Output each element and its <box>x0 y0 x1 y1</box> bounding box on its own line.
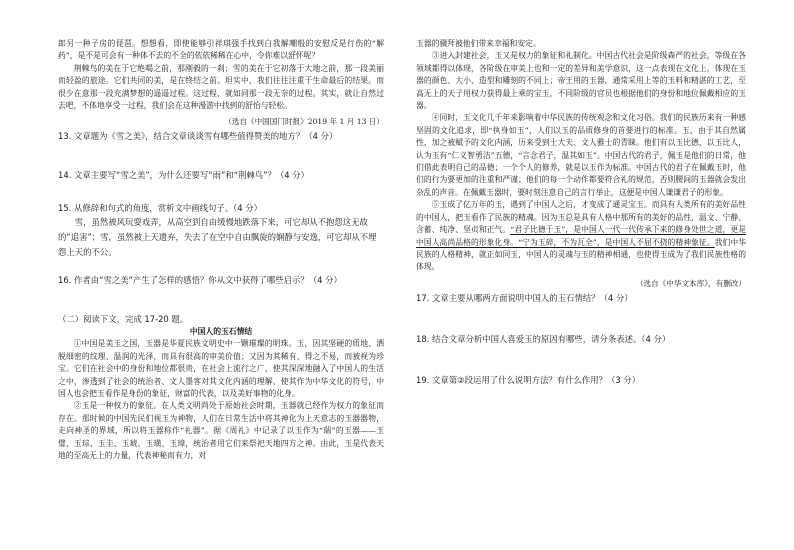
right-column <box>416 38 746 387</box>
question-18: 18. 结合文章分析中国人喜爱玉的原因有哪些，请分条表述。（4 分） <box>416 333 671 344</box>
paragraph-5-underlined-quote: “君子比德于玉”，是中国人一代一代传承下来的修身处世之道，更是中国人高尚品格的形象化身。 <box>416 225 746 247</box>
left-column <box>58 38 384 463</box>
paragraph-5-underlined-saying: “宁为玉碎，不为瓦全”，是中国人不屈不挠的精神象征。 <box>518 237 715 247</box>
poem-tail: 郎另一种子房的琵琶。想想看，即使能够引祥琪强手找到白我解嘲般的安慰反是行伤的“解药”，是不是可会有一种体不去的不全的依依稀稀在心中，令你难以舒怀呢？ <box>58 39 384 61</box>
question-16: 16. 作者由“雪之美”产生了怎样的感悟？你从文中获得了哪些启示？（4 分） <box>58 275 342 286</box>
article-paragraph-3: ③进入封建社会，玉又是权力的象征和礼制化。中国古代社会是阶级森严的社会，等级在各领域都得以体现，各阶级在审美上也和一定的差异和美学意识，这一点表现在文化上，体现在玉器的颜色、大小、造型和雕刻的不同上；帝王用的玉器，通常采用上等的玉料和精湛的工艺，至高无上的天子用权力获得最上乘的宝玉，不同阶级的官员也根据他们的身份和地位佩戴相应的玉器。 <box>416 51 746 111</box>
article-title: 中国人的玉石情结 <box>189 327 253 337</box>
answer-space-16[interactable] <box>58 287 384 313</box>
question-15-quote: 雪，虽然被风玩耍戏弄，从高空到自由缓慢地跌落下来，可它却从不抱怨这无故的“追害”；雪，虽然被上天遗弃，失去了在空中自由飘旋的娴静与安逸，可它却从不埋怨上天的不公。 <box>58 217 377 258</box>
poem-paragraph: 荆棘鸟的美在于它绝喝之前，那刚毅的一刹；雪的美在于它初落于大地之前，那一段美丽而轻盈的旅途。它们共同的美，是在终结之前。坦实中，我们往往注重于生命最后的结果。而很少在意那一段充满梦想的遥遥过程。这过程，就如同那一段无奈的过程。其实，就让自然过去吧，不体地享受一过程，我们会在这种漫游中找到的舒怡与轻松。 <box>58 63 384 111</box>
article-source: （选自《中华文本库》，有删改） <box>635 278 746 288</box>
answer-space-18[interactable] <box>416 346 746 374</box>
paragraph-5-text: ⑤玉成了亿万年的玉，遇到了中国人之后，才变成了通灵宝玉。而具有人类所有的美好品性的中国人，把玉看作了民族的精魂。因为玉总是具有人格中那所有的美好的品性，温文、宁静、含蓄、纯净、坚贞和正气。 <box>416 200 746 235</box>
question-14: 14. 文章主要写“雪之美”，为什么还要写“雨”和“荆棘鸟”？（4 分） <box>58 170 310 181</box>
question-19: 19. 文章第②段运用了什么说明方法？有什么作用？（3 分） <box>416 374 641 385</box>
answer-space-14[interactable] <box>58 182 384 202</box>
question-13: 13. 文章题为《雪之美》，结合文章谈谈雪有哪些值得赞美的地方？（4 分） <box>58 131 338 142</box>
answer-space-15[interactable] <box>58 260 384 274</box>
article-paragraph-2-cont: 玉器的骥拜被他们带来幸福和安定。 <box>416 39 541 48</box>
source-citation: （选自《中国国门时报》2019 年 1 月 13 日） <box>224 117 384 127</box>
answer-space-17[interactable] <box>416 305 746 333</box>
article-paragraph-2: ②玉是一种权力的象征。在人类文明尚处于原始社会时期，玉器就已经作为权力的象征而存在。那时候的中国先民们视玉为神物，人们在日常生活中将其神化为上天意志的玉器器物，走向神圣的界域，所以将玉器称作“礼器”。据《周礼》中记录了以玉作为“瑞”的玉器——玉璧、玉琮、玉圭、玉琥、玉璜、玉璋，统治者用它们来祭祀天地四方之神。由此，玉是代表天地的至高无上的力量，代表神秘而有力，对 <box>58 401 384 461</box>
article-paragraph-1: ①中国是美玉之国，玉器是华夏民族文明史中一颗璀璨的明珠。玉，因其坚硬的质地、洒脱细密的纹理、温润的光泽，而具有很高的审美价值；又因为其稀有、得之不易，而被视为珍宝。它们在社会中的身份和地位都很贵，在社会上流行之广，使其深深地融入了中国人的生活之中，渗透到了社会的统治者、文人墨客对其文化内涵的理解，使其作为中华文化的符号，中国人也会把玉看作是身份的象征，财富的代表，以及美好事物的化身。 <box>58 339 384 399</box>
answer-space-13[interactable] <box>58 143 384 169</box>
article-paragraph-5 <box>416 199 746 273</box>
article-paragraph-4: ④同时，玉文化几千年来影响着中华民族的传统观念和文化习俗。我们的民族历来有一种感坚固的文化追求，即“执身如玉”，人们以玉的品质修身的首要进行的标准。玉，由于其自然属性，加之被赋予的文化内涵，历来受到士大夫、文人雅士的青睐。他们有以玉比德，以玉比人，认为玉有“仁义智勇洁”五德，“言念君子，温其如玉”。中国古代的君子，佩玉是他们的日常，他们借此表明自己的品德；一个个人的修养，就是以玉作为标准。中国古代的君子在佩戴玉时，他们的行为要更加的注重和严谨；他们的每一个动作都要符合礼的规范，否则腰间的玉器就会发出杂乱的声音。在佩戴玉器时，要时刻注意自己的言行举止，这便是中国人谦谦君子的形象。 <box>416 113 746 197</box>
section-heading: （二）阅读下文，完成 17-20 题。 <box>58 314 189 325</box>
question-17: 17. 文章主要从哪两方面说明中国人的玉石情结？（4 分） <box>416 292 633 303</box>
paragraph-5-ending: 我们中华民族的人格精神，就正如同玉，中国人的灵魂与玉的精神相通，也使得玉成为了我们民族性格的体现。 <box>416 237 746 272</box>
question-15: 15. 从修辞和句式的角度，赏析文中画线句子。（4 分） <box>58 203 263 214</box>
